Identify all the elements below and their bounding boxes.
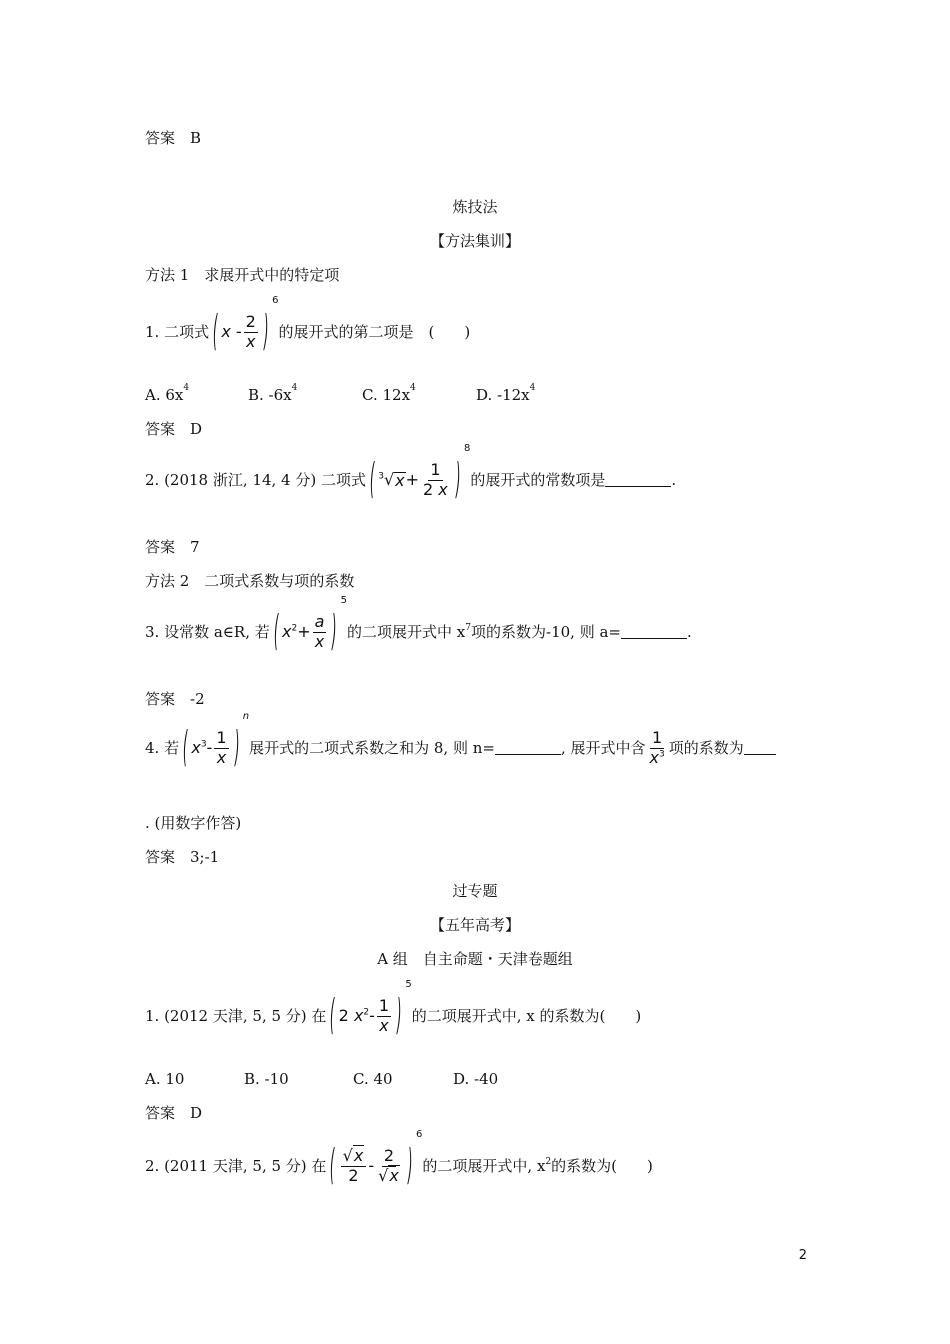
q3-answer: 答案 -2 — [145, 690, 205, 708]
five-year-header: 【五年高考】 — [429, 916, 520, 934]
q4-blank-n — [495, 742, 561, 755]
q1-answer: 答案 D — [145, 420, 203, 438]
q1-exponent: 6 — [272, 294, 279, 306]
q5-answer: 答案 D — [145, 1104, 203, 1122]
question-2: 2. (2018 浙江, 14, 4 分) 二项式 ( $^3$√ x + $\frac{1}{2 x}$ ) 8 的展开式的常数项是 . — [145, 442, 677, 504]
q2-answer: 答案 7 — [145, 538, 200, 556]
q1-expression: ( x - $\frac{2}{x}$ ) 6 — [213, 294, 279, 356]
q2-blank — [605, 474, 671, 487]
q1-option-a: A. $6x^4$ — [145, 383, 190, 404]
question-3: 3. 设常数 a∈R, 若 ( $x^2$ + $\frac{a}{x}$ ) 5 的二项展开式中 x $^7$ 项的系数为-10, 则 a= . — [145, 594, 692, 656]
group-a-title: A 组 自主命题・天津卷题组 — [377, 950, 573, 968]
q1-option-c: C. $12x^4$ — [362, 383, 416, 404]
q1-option-b: B. $-6x^4$ — [248, 383, 298, 404]
q1-prefix: 1. 二项式 — [145, 322, 210, 341]
q5-option-c: C. 40 — [353, 1070, 393, 1088]
q4-expression: ( $x^3$ - $\frac{1}{x}$ ) n — [183, 710, 250, 772]
method-header: 【方法集训】 — [429, 232, 520, 250]
q1-option-d: D. $-12x^4$ — [476, 383, 536, 404]
question-1 — [145, 294, 471, 356]
section2-title: 过专题 — [452, 882, 498, 900]
q6-expression: ( $\frac{√x}{2}$ - $\frac{2}{√x}$ ) 6 — [330, 1128, 423, 1190]
q1-suffix: 的展开式的第二项是 ( ) — [278, 322, 471, 341]
q3-expression: ( $x^2$ + $\frac{a}{x}$ ) 5 — [273, 594, 348, 656]
q4-continuation: . (用数字作答) — [145, 814, 242, 832]
q2-expression: ( $^3$√ x + $\frac{1}{2 x}$ ) 8 — [369, 442, 471, 504]
question-5: 1. (2012 天津, 5, 5 分) 在 ( 2 $x^2$ - $\frac{1}{x}$ ) 5 的二项展开式中, x 的系数为( ) — [145, 978, 642, 1040]
q5-expression: ( 2 $x^2$ - $\frac{1}{x}$ ) 5 — [330, 978, 412, 1040]
page-number: 2 — [798, 1248, 807, 1263]
method2-title: 方法 2 二项式系数与项的系数 — [145, 572, 355, 590]
q4-answer: 答案 3;-1 — [145, 848, 220, 866]
method1-title: 方法 1 求展开式中的特定项 — [145, 266, 340, 284]
q5-option-d: D. -40 — [453, 1070, 499, 1088]
section-title: 炼技法 — [452, 198, 498, 216]
question-6: 2. (2011 天津, 5, 5 分) 在 ( $\frac{√x}{2}$ - $\frac{2}{√x}$ ) 6 的二项展开式中, x $^2$ 的系数为( ) — [145, 1128, 653, 1190]
q5-option-b: B. -10 — [244, 1070, 289, 1088]
q4-blank-coef — [744, 742, 776, 755]
answer-line: 答案 B — [145, 129, 202, 147]
question-4: 4. 若 ( $x^3$ - $\frac{1}{x}$ ) n 展开式的二项式系数之和为 8, 则 n= , 展开式中含 $\frac{1}{x^3}$ 项的系数为 — [145, 726, 776, 770]
q3-blank — [621, 626, 687, 639]
q4-term-fraction: $\frac{1}{x^3}$ — [649, 727, 665, 767]
q5-option-a: A. 10 — [145, 1070, 185, 1088]
